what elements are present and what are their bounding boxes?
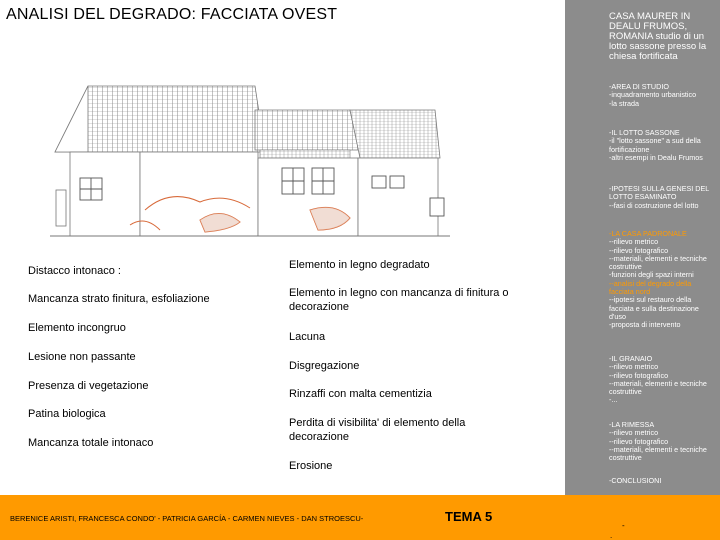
legend-item-lacuna: Lacuna: [289, 331, 326, 343]
legend-item-rinzaffi: Rinzaffi con malta cementizia: [289, 388, 432, 400]
footer: [0, 495, 720, 540]
sidebar-section-ipotesi[interactable]: [609, 185, 717, 210]
legend-item-lesione: Lesione non passante: [28, 351, 136, 363]
sidebar-line: -LA RIMESSA: [609, 420, 655, 429]
sidebar-line: -il "lotto sassone" a sud della fortificazione: [609, 136, 703, 154]
legend-item-mancanza-intonaco: Mancanza totale intonaco: [28, 437, 154, 449]
sidebar-line: -AREA DI STUDIO: [609, 82, 669, 91]
legend-item-distacco: Distacco intonaco :: [28, 265, 121, 277]
west-facade-elevation-drawing: [50, 80, 560, 240]
sidebar-line: -funzioni degli spazi interni: [609, 270, 694, 280]
legend-item-esfoliazione: Mancanza strato finitura, esfoliazione: [28, 293, 210, 305]
sidebar-line: --materiali, elementi e tecniche costruttive: [609, 444, 709, 463]
legend-item-incongruo: Elemento incongruo: [28, 322, 126, 334]
sidebar-section-area[interactable]: [609, 83, 717, 108]
sidebar-section-granaio[interactable]: [609, 355, 717, 405]
sidebar-line: -inquadramento urbanistico: [609, 90, 697, 100]
sidebar-line: --ipotesi sul restauro della facciata e sulla destinazione d'uso: [609, 295, 701, 321]
legend-item-disgregazione: Disgregazione: [289, 360, 360, 372]
legend-item-legno-finitura: Elemento in legno con mancanza di finitura o decorazione: [289, 287, 509, 313]
legend-item-perdita-visibilita: Perdita di visibilita' di elemento della decorazione: [289, 417, 466, 443]
legend-item-vegetazione: Presenza di vegetazione: [28, 380, 149, 392]
sidebar-line: --rilievo fotografico: [609, 436, 669, 446]
sidebar-line: -altri esempi in Dealu Frumos: [609, 152, 703, 162]
sidebar-line-active: -LA CASA PADRONALE: [609, 229, 687, 238]
tema-label: TEMA 5: [445, 509, 493, 524]
sidebar-line: --rilievo fotografico: [609, 370, 669, 380]
footer-mark: .: [610, 531, 613, 540]
sidebar-line: --rilievo metrico: [609, 237, 659, 247]
sidebar: [565, 0, 720, 495]
sidebar-section-rimessa[interactable]: [609, 421, 717, 462]
sidebar-line: -CONCLUSIONI: [609, 476, 662, 485]
sidebar-line: --materiali, elementi e tecniche costruttive: [609, 378, 709, 397]
sidebar-section-conclusioni[interactable]: [609, 477, 717, 485]
sidebar-section-casa-padronale[interactable]: [609, 230, 717, 330]
sidebar-line: --fasi di costruzione del lotto: [609, 200, 699, 210]
authors: BERENICE ARISTI, FRANCESCA CONDO' - PATRICIA GARCÍA - CARMEN NIEVES - DAN STROESCU-: [10, 514, 364, 523]
sidebar-line: -la strada: [609, 98, 639, 108]
sidebar-line: -...: [609, 395, 618, 405]
legend-item-patina: Patina biologica: [28, 408, 106, 420]
sidebar-line: --rilievo metrico: [609, 428, 659, 438]
sidebar-line: --rilievo fotografico: [609, 245, 669, 255]
sidebar-section-lotto[interactable]: [609, 129, 717, 162]
sidebar-line: --materiali, elementi e tecniche costruttive: [609, 253, 709, 272]
sidebar-line: --rilievo metrico: [609, 362, 659, 372]
legend-item-erosione: Erosione: [289, 460, 333, 472]
sidebar-line: -IL GRANAIO: [609, 354, 653, 363]
footer-mark: -: [622, 521, 625, 530]
page-title: ANALISI DEL DEGRADO: FACCIATA OVEST: [6, 6, 338, 23]
legend-item-legno-degradato: Elemento in legno degradato: [289, 259, 430, 271]
sidebar-line: -IL LOTTO SASSONE: [609, 128, 680, 137]
sidebar-line-active: --analisi del degrado della facciata nord: [609, 278, 694, 297]
sidebar-heading: CASA MAURER IN DEALU FRUMOS, ROMANIA studio di un lotto sassone presso la chiesa fortificata: [609, 11, 707, 62]
sidebar-line: -IPOTESI SULLA GENESI DEL LOTTO ESAMINATO: [609, 184, 711, 202]
sidebar-line: -proposta di intervento: [609, 320, 681, 330]
